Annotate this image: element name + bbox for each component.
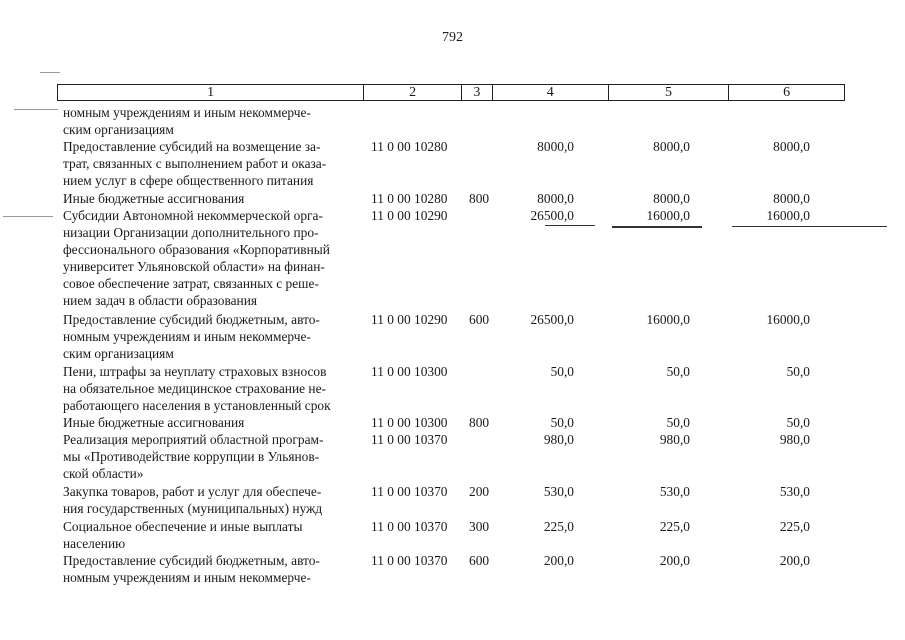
description-line: населению [63,536,126,551]
cell-amount-col5: 200,0 [659,553,690,568]
header-col-5: 5 [609,85,730,100]
row-description [63,207,360,309]
cell-target-code: 11 0 00 10290 [371,208,448,223]
description-line: Социальное обеспечение и иные выплаты [63,519,303,534]
row-description [63,190,360,207]
cell-amount-col4: 980,0 [543,432,574,447]
cell-amount-col6: 8000,0 [773,191,810,206]
cell-amount-col5: 980,0 [659,432,690,447]
row-description [63,552,360,586]
cell-target-code: 11 0 00 10370 [371,519,448,534]
row-description [63,363,360,414]
description-line: Предоставление субсидий бюджетным, авто- [63,553,320,568]
cell-amount-col4: 26500,0 [530,208,574,223]
description-line: мы «Противодействие коррупции в Ульянов- [63,449,320,464]
cell-amount-col6: 8000,0 [773,139,810,154]
cell-amount-col5: 50,0 [666,415,690,430]
header-col-6: 6 [783,85,791,100]
description-line: номным учреждениям и иным некоммерче- [63,570,311,585]
description-line: нием услуг в сфере общественного питания [63,173,314,188]
description-line: ским организациям [63,122,174,137]
row-description [63,518,360,552]
scan-underline [612,226,702,228]
cell-amount-col4: 530,0 [543,484,574,499]
description-line: низации Организации дополнительного про- [63,225,319,240]
description-line: Предоставление субсидий на возмещение за- [63,139,321,154]
description-line: нием задач в области образования [63,293,258,308]
cell-expense-type: 800 [469,415,490,430]
description-line: совое обеспечение затрат, связанных с реше- [63,276,319,291]
cell-amount-col4: 50,0 [550,364,574,379]
cell-amount-col4: 8000,0 [537,139,574,154]
cell-amount-col4: 50,0 [550,415,574,430]
row-description [63,138,360,189]
cell-amount-col5: 8000,0 [653,191,690,206]
table-header [57,84,845,101]
description-line: номным учреждениям и иным некоммерче- [63,329,311,344]
cell-expense-type: 600 [469,312,490,327]
scan-underline [732,226,887,227]
scan-artifact [3,216,53,217]
description-line: Предоставление субсидий бюджетным, авто- [63,312,320,327]
row-description [63,483,360,517]
row-description [63,414,360,431]
description-line: ским организациям [63,346,174,361]
cell-amount-col5: 225,0 [659,519,690,534]
description-line: университет Ульяновской области» на финан- [63,259,325,274]
cell-target-code: 11 0 00 10300 [371,415,448,430]
description-line: ния государственных (муниципальных) нужд [63,501,323,516]
page-number: 792 [442,30,463,45]
description-line: Закупка товаров, работ и услуг для обеспече- [63,484,322,499]
cell-amount-col5: 530,0 [659,484,690,499]
cell-target-code: 11 0 00 10280 [371,139,448,154]
cell-amount-col5: 16000,0 [646,208,690,223]
row-description [63,311,360,362]
scan-artifact [40,72,60,73]
cell-amount-col6: 16000,0 [766,312,810,327]
cell-amount-col6: 200,0 [779,553,810,568]
cell-amount-col5: 8000,0 [653,139,690,154]
header-col-1: 1 [58,85,364,100]
scan-underline [545,225,595,226]
header-col-4: 4 [493,85,609,100]
header-col-2: 2 [364,85,462,100]
row-description [63,104,360,138]
cell-target-code: 11 0 00 10370 [371,432,448,447]
scan-artifact [14,109,58,110]
cell-target-code: 11 0 00 10280 [371,191,448,206]
cell-target-code: 11 0 00 10370 [371,484,448,499]
cell-amount-col5: 16000,0 [646,312,690,327]
cell-amount-col6: 225,0 [779,519,810,534]
cell-amount-col4: 200,0 [543,553,574,568]
cell-expense-type: 300 [469,519,490,534]
description-line: номным учреждениям и иным некоммерче- [63,105,311,120]
cell-target-code: 11 0 00 10370 [371,553,448,568]
description-line: фессионального образования «Корпоративный [63,242,330,257]
cell-amount-col6: 50,0 [786,415,810,430]
description-line: Реализация мероприятий областной програм- [63,432,324,447]
cell-expense-type: 200 [469,484,490,499]
cell-expense-type: 800 [469,191,490,206]
header-col-3: 3 [462,85,493,100]
cell-amount-col4: 8000,0 [537,191,574,206]
description-line: на обязательное медицинское страхование не- [63,381,326,396]
description-line: Пени, штрафы за неуплату страховых взносов [63,364,327,379]
cell-target-code: 11 0 00 10300 [371,364,448,379]
cell-amount-col4: 225,0 [543,519,574,534]
cell-amount-col4: 26500,0 [530,312,574,327]
description-line: трат, связанных с выполнением работ и оказа- [63,156,327,171]
description-line: Иные бюджетные ассигнования [63,415,245,430]
description-line: работающего населения в установленный срок [63,398,331,413]
description-line: Субсидии Автономной некоммерческой орга- [63,208,323,223]
description-line: ской области» [63,466,144,481]
cell-amount-col6: 16000,0 [766,208,810,223]
cell-amount-col6: 50,0 [786,364,810,379]
row-description [63,431,360,482]
cell-amount-col5: 50,0 [666,364,690,379]
cell-amount-col6: 980,0 [779,432,810,447]
cell-target-code: 11 0 00 10290 [371,312,448,327]
cell-amount-col6: 530,0 [779,484,810,499]
description-line: Иные бюджетные ассигнования [63,191,245,206]
cell-expense-type: 600 [469,553,490,568]
